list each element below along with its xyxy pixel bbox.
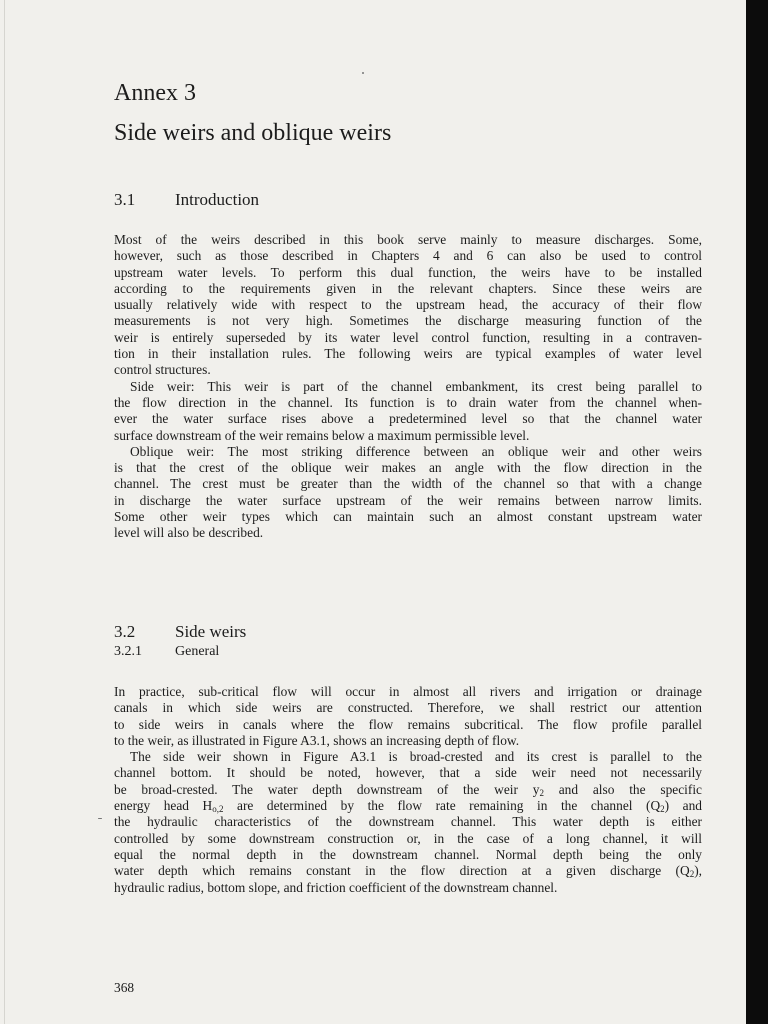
text-line: the hydraulic characteristics of the downstream channel. This water depth is either [114,814,702,830]
text-line: Side weir: This weir is part of the channel embankment, its crest being parallel to [130,378,702,394]
paragraph-intro [114,232,702,542]
text-line: to side weirs in canals where the flow remains subcritical. The flow profile parallel [114,716,702,732]
annex-heading: Annex 3 [114,80,196,106]
scan-left-edge [4,0,5,1024]
text-line: Oblique weir: The most striking difference between an oblique weir and other weirs [130,443,702,459]
text-line: Most of the weirs described in this book serve mainly to measure discharges. Some, [114,232,702,247]
text-line: In practice, sub-critical flow will occur in almost all rivers and irrigation or drainage [114,684,702,699]
text-line: controlled by some downstream construction or, in the case of a long channel, it will [114,830,702,846]
text-line: usually relatively wide with respect to the upstream head, the accuracy of their flow [114,297,702,313]
paragraph-general [114,684,702,896]
text-line: canals in which side weirs are constructed. Therefore, we shall restrict our attention [114,700,702,716]
text-line: upstream water levels. To perform this dual function, the weirs have to be installed [114,264,702,280]
text-line: channel bottom. It should be noted, however, that a side weir need not necessarily [114,765,702,781]
text-line: is that the crest of the oblique weir makes an angle with the flow direction in the [114,460,702,476]
subscript: 2 [689,869,695,880]
text-line: level will also be described. [114,525,264,541]
text-line: water depth which remains constant in the flow direction at a given discharge $(Q_2)$, [114,863,702,880]
subscript: 2 [539,787,544,798]
subsection-title: General [175,644,220,659]
scan-speck [362,72,364,74]
chapter-title: Side weirs and oblique weirs [114,120,392,146]
text-line: according to the requirements given in the relevant chapters. Since these weirs are [114,280,702,296]
text-line: ever the water surface rises above a predetermined level so that the channel water [114,411,702,427]
text-line: tion in their installation rules. The following weirs are typical examples of water level [114,346,702,362]
text-line: control structures. [114,362,211,378]
text-line: weir is entirely superseded by its water level control function, resulting in a contraven- [114,329,702,345]
text-line: be broad-crested. The water depth downstream of the weir $y_2$ and also the specific [114,781,702,798]
text-line: Some other weir types which can maintain such an almost constant upstream water [114,509,702,525]
section-number: 3.2 [114,622,136,641]
text-line: the flow direction in the channel. Its function is to drain water from the channel when- [114,394,702,410]
text-line: however, such as those described in Chapters 4 and 6 can also be used to control [114,248,702,264]
section-title: Introduction [175,190,260,209]
text-line: energy head $H_{o,2}$ are determined by the flow rate remaining in the channel $(Q_2)$ and [114,798,702,815]
text-line: surface downstream of the weir remains below a maximum permissible level. [114,427,530,443]
scan-speck [98,818,102,819]
subscript: o,2 [212,804,224,815]
page-number: 368 [114,980,135,995]
section-number: 3.1 [114,190,136,209]
scan-dark-edge [746,0,768,1024]
text-line: The side weir shown in Figure A3.1 is broad-crested and its crest is parallel to the [130,749,702,765]
subsection-number: 3.2.1 [114,644,142,659]
text-line: to the weir, as illustrated in Figure A3.1, shows an increasing depth of flow. [114,732,520,748]
section-title: Side weirs [175,622,247,641]
text-line: channel. The crest must be greater than the width of the channel so that with a change [114,476,702,492]
subscript: 2 [660,804,665,815]
text-line: measurements is not very high. Sometimes the discharge measuring function of the [114,313,702,329]
text-line: in discharge the water surface upstream of the weir remains between narrow limits. [114,492,702,508]
text-line: hydraulic radius, bottom slope, and friction coefficient of the downstream channel. [114,879,558,895]
text-line: equal the normal depth in the downstream channel. Normal depth being the only [114,846,702,862]
